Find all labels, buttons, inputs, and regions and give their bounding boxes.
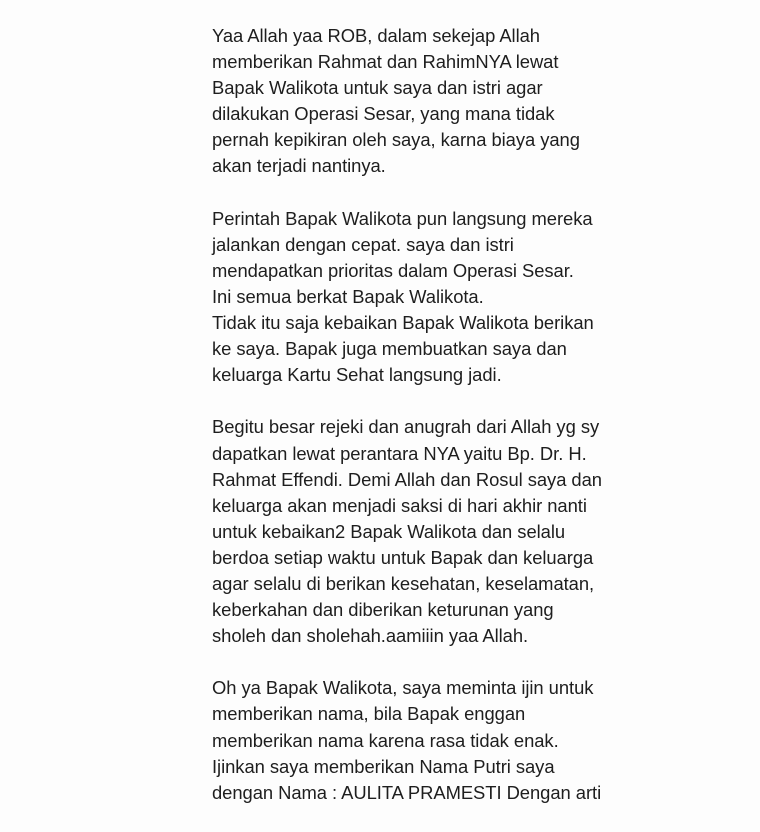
text-line: Tidak itu saja kebaikan Bapak Walikota berikan: [212, 312, 594, 334]
text-line: sholeh dan sholehah.aamiiin yaa Allah.: [212, 625, 529, 647]
text-line: jalankan dengan cepat. saya dan istri: [212, 233, 514, 255]
text-line: Rahmat Effendi. Demi Allah dan Rosul saya dan: [212, 468, 602, 490]
text-line: Begitu besar rejeki dan anugrah dari Allah yg sy: [212, 416, 600, 438]
text-line: memberikan nama, bila Bapak enggan: [212, 703, 526, 725]
letter-document: [212, 23, 632, 832]
text-line: Oh ya Bapak Walikota, saya meminta ijin untuk: [212, 677, 594, 699]
paragraph-2: [212, 206, 632, 389]
text-line: Perintah Bapak Walikota pun langsung mereka: [212, 207, 593, 229]
text-line: berdoa setiap waktu untuk Bapak dan keluarga: [212, 546, 594, 568]
text-line: dapatkan lewat perantara NYA yaitu Bp. Dr. H.: [212, 442, 587, 464]
text-line: dengan Nama : AULITA PRAMESTI Dengan arti: [212, 781, 602, 803]
text-line: Yaa Allah yaa ROB, dalam sekejap Allah: [212, 25, 540, 46]
text-line: keluarga akan menjadi saksi di hari akhir nanti: [212, 494, 587, 516]
text-line: untuk kebaikan2 Bapak Walikota dan selalu: [212, 520, 566, 542]
text-line: pernah kepikiran oleh saya, karna biaya yang: [212, 129, 580, 151]
text-line: dilakukan Operasi Sesar, yang mana tidak: [212, 103, 555, 125]
text-line: keluarga Kartu Sehat langsung jadi.: [212, 364, 502, 386]
text-line: agar selalu di berikan kesehatan, keselamatan,: [212, 572, 595, 594]
text-line: Ini semua berkat Bapak Walikota.: [212, 285, 484, 307]
text-line: ke saya. Bapak juga membuatkan saya dan: [212, 338, 567, 360]
text-line: keberkahan dan diberikan keturunan yang: [212, 599, 554, 621]
text-line: mendapatkan prioritas dalam Operasi Sesar.: [212, 259, 574, 281]
text-line: memberikan Rahmat dan RahimNYA lewat: [212, 51, 559, 73]
paragraph-1: [212, 23, 632, 180]
text-line: Ijinkan saya memberikan Nama Putri saya: [212, 755, 555, 777]
paragraph-3: [212, 414, 632, 649]
paragraph-4: [212, 675, 632, 805]
text-line: Bapak Walikota untuk saya dan istri agar: [212, 77, 543, 99]
text-line: akan terjadi nantinya.: [212, 155, 386, 177]
text-line: memberikan nama karena rasa tidak enak.: [212, 729, 559, 751]
